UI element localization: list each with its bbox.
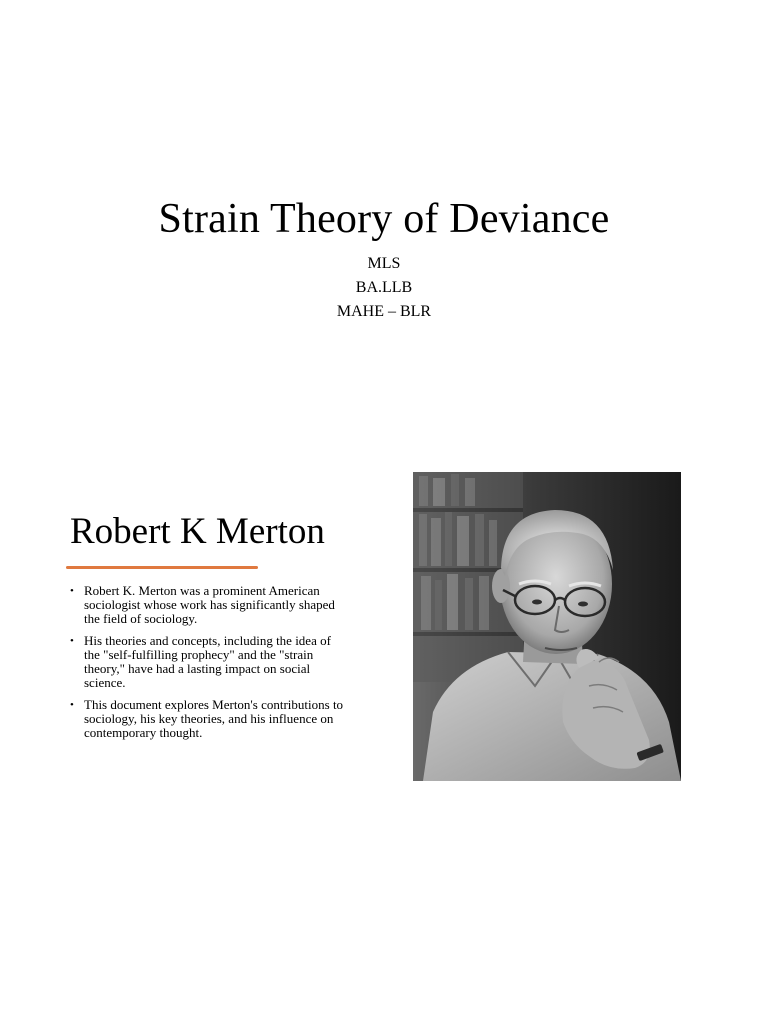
merton-portrait-photo: [413, 472, 681, 781]
subtitle-line: MLS: [367, 255, 401, 273]
portrait-illustration: [413, 472, 681, 781]
heading-underline: [66, 566, 258, 569]
bullet-item: [68, 698, 350, 740]
bullet-item: [68, 634, 350, 690]
subtitle-line: BA.LLB: [355, 279, 413, 297]
bullet-marker: •: [70, 585, 74, 597]
bullet-marker: •: [70, 635, 74, 647]
bullet-item: [68, 584, 350, 626]
slide-title: Strain Theory of Deviance: [158, 196, 610, 242]
bullet-text: This document explores Merton's contributions to sociology, his key theories, and his influence on contemporary thought.: [84, 697, 344, 740]
section-heading: Robert K Merton: [70, 511, 325, 552]
bullet-list: [68, 584, 350, 748]
bullet-text: Robert K. Merton was a prominent American sociologist whose work has significantly shaped the field of sociology.: [84, 583, 335, 626]
title-slide: [0, 196, 768, 324]
subtitle-block: [0, 252, 768, 324]
bullet-marker: •: [70, 699, 74, 711]
bullet-text: His theories and concepts, including the idea of the "self-fulfilling prophecy" and the "strain theory," have had a lasting impact on social science.: [84, 633, 331, 690]
subtitle-line: MAHE – BLR: [336, 303, 432, 321]
